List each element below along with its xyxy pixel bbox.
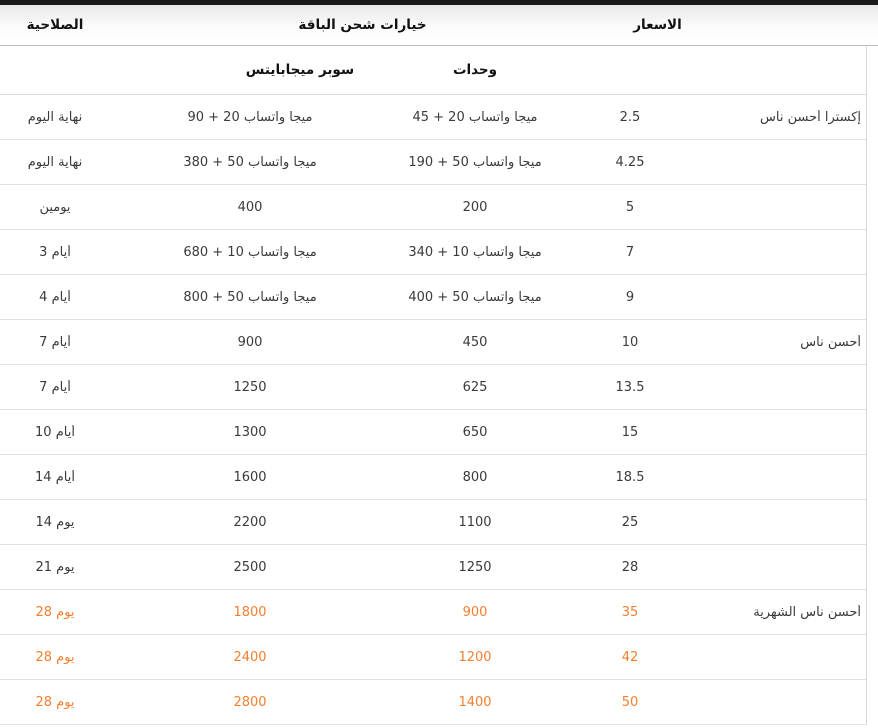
validity-cell: نهاية اليوم [27, 109, 83, 125]
units-cell: 1200 [458, 649, 492, 665]
category-cell: أحسن ناس الشهرية [753, 604, 861, 620]
table-row [0, 275, 866, 320]
header-package-recharge-options: خيارات شحن الباقة [298, 17, 427, 33]
table-row [0, 230, 866, 275]
validity-cell: 3 أيام [39, 244, 71, 260]
validity-cell: نهاية اليوم [27, 154, 83, 170]
super-megabytes-cell: 1600 [233, 469, 267, 485]
units-cell: 340 + 10 ميجا واتساب [408, 244, 542, 260]
super-megabytes-cell: 900 [237, 334, 263, 350]
price-cell: 42 [621, 649, 639, 665]
validity-cell: 10 أيام [35, 424, 75, 440]
table-row [0, 635, 866, 680]
price-cell: 4.25 [615, 154, 645, 170]
units-cell: 900 [462, 604, 488, 620]
validity-cell: 28 يوم [35, 604, 75, 620]
super-megabytes-cell: 2200 [233, 514, 267, 530]
super-megabytes-cell: 400 [237, 199, 263, 215]
category-cell: أحسن ناس [800, 334, 861, 350]
validity-cell: 28 يوم [35, 649, 75, 665]
price-cell: 15 [621, 424, 639, 440]
validity-cell: 28 يوم [35, 694, 75, 710]
plans-table [0, 46, 867, 725]
validity-cell: يومين [39, 199, 71, 215]
validity-cell: 4 أيام [39, 289, 71, 305]
units-cell: 200 [462, 199, 488, 215]
table-header-sub [0, 46, 866, 95]
table-row [0, 545, 866, 590]
table-row [0, 590, 866, 635]
price-cell: 25 [621, 514, 639, 530]
units-cell: 190 + 50 ميجا واتساب [408, 154, 542, 170]
super-megabytes-cell: 680 + 10 ميجا واتساب [183, 244, 317, 260]
table-header-main [0, 5, 878, 46]
table-row [0, 680, 866, 725]
price-cell: 18.5 [615, 469, 645, 485]
price-cell: 50 [621, 694, 639, 710]
super-megabytes-cell: 1800 [233, 604, 267, 620]
super-megabytes-cell: 2800 [233, 694, 267, 710]
table-row [0, 410, 866, 455]
units-cell: 800 [462, 469, 488, 485]
header-prices: الاسعار [633, 17, 682, 33]
price-cell: 28 [621, 559, 639, 575]
price-cell: 9 [625, 289, 635, 305]
units-cell: 1250 [458, 559, 492, 575]
super-megabytes-cell: 1300 [233, 424, 267, 440]
validity-cell: 7 أيام [39, 334, 71, 350]
table-row [0, 95, 866, 140]
category-cell: إكسترا أحسن ناس [760, 109, 861, 125]
table-row [0, 455, 866, 500]
super-megabytes-cell: 90 + 20 ميجا واتساب [187, 109, 313, 125]
table-row [0, 365, 866, 410]
super-megabytes-cell: 2500 [233, 559, 267, 575]
validity-cell: 14 أيام [35, 469, 75, 485]
units-cell: 450 [462, 334, 488, 350]
units-cell: 625 [462, 379, 488, 395]
table-row [0, 320, 866, 365]
super-megabytes-cell: 380 + 50 ميجا واتساب [183, 154, 317, 170]
units-cell: 400 + 50 ميجا واتساب [408, 289, 542, 305]
units-cell: 45 + 20 ميجا واتساب [412, 109, 538, 125]
price-cell: 35 [621, 604, 639, 620]
super-megabytes-cell: 800 + 50 ميجا واتساب [183, 289, 317, 305]
units-cell: 1400 [458, 694, 492, 710]
super-megabytes-cell: 2400 [233, 649, 267, 665]
validity-cell: 21 يوم [35, 559, 75, 575]
price-cell: 10 [621, 334, 639, 350]
price-cell: 7 [625, 244, 635, 260]
units-cell: 1100 [458, 514, 492, 530]
price-cell: 2.5 [619, 109, 641, 125]
table-row [0, 185, 866, 230]
header-validity: الصلاحية [26, 17, 84, 33]
table-row [0, 140, 866, 185]
validity-cell: 14 يوم [35, 514, 75, 530]
validity-cell: 7 أيام [39, 379, 71, 395]
subheader-super-megabytes: سوبر ميجابايتس [245, 62, 355, 78]
subheader-units: وحدات [452, 62, 498, 78]
price-cell: 13.5 [615, 379, 645, 395]
table-row [0, 500, 866, 545]
table-rows-container [0, 95, 866, 725]
super-megabytes-cell: 1250 [233, 379, 267, 395]
units-cell: 650 [462, 424, 488, 440]
price-cell: 5 [625, 199, 635, 215]
